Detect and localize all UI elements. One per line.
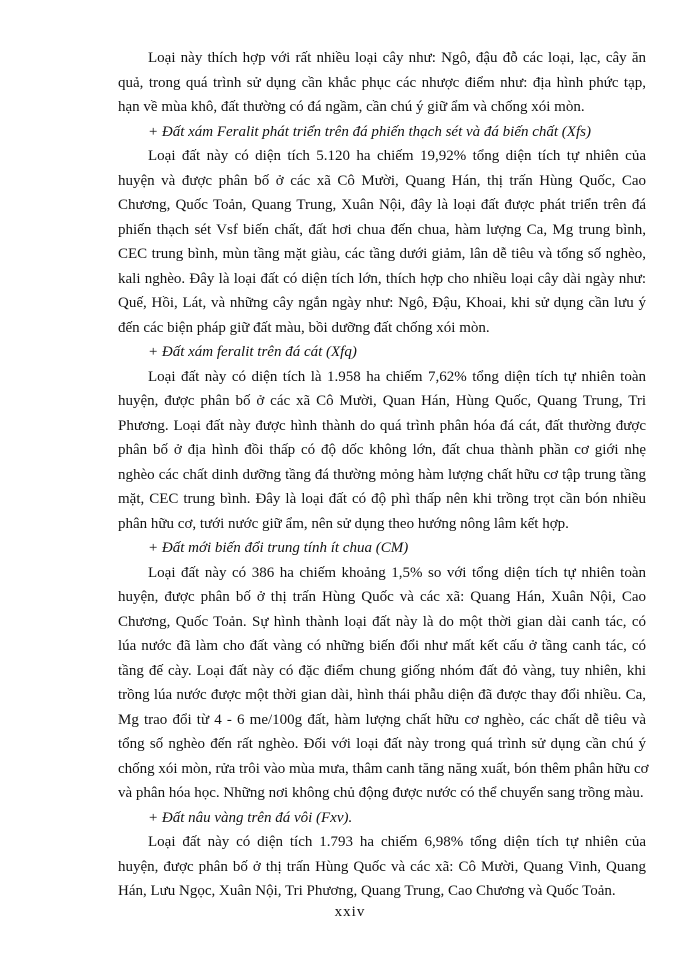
text-line: CEC trung bình, mùn tầng mặt giàu, các tầng dưới giảm, lân dễ tiêu và tổng số nghèo, [118, 246, 646, 262]
text-line: huyện, được phân bố ở các xã Cô Mười, Quan Hán, Hùng Quốc, Quang Trung, Tri [118, 393, 646, 409]
paragraph-4 [118, 561, 649, 806]
text-line: Loại này thích hợp với rất nhiều loại cây như: Ngô, đậu đỗ các loại, lạc, cây ăn [148, 50, 646, 66]
text-line: Chương, Quốc Toản, Quang Trung, Xuân Nội, đây là loại đất được phát triển trên đá [118, 197, 646, 213]
text-line: Chương, Quốc Toản. Sự hình thành loại đất này là do một thời gian dài canh tác, có [118, 613, 646, 630]
section-heading-cm: + Đất mới biến đổi trung tính ít chua (CM) [148, 540, 409, 556]
text-line: Hán, Lưu Ngọc, Xuân Nội, Tri Phương, Quang Trung, Cao Chương và Quốc Toản. [118, 883, 616, 899]
text-line: lúa nước đã làm cho đất vàng có những biến đổi như mất kết cấu ở tầng canh tác, có [118, 638, 646, 654]
text-line: quả, trong quá trình sử dụng cần khắc phục các nhược điểm như: địa hình phức tạp, [118, 74, 646, 91]
text-line: Loại đất này có diện tích 1.793 ha chiếm 6,98% tổng diện tích tự nhiên của [148, 834, 646, 850]
text-line: trồng lúa nước được một thời gian dài, hình thái phẫu diện đã được thay đổi nhiều. Ca, [118, 687, 646, 703]
paragraph-3 [118, 365, 646, 537]
text-line: phân hữu cơ, tưới nước giữ ẩm, nên sử dụng theo hướng nông lâm kết hợp. [118, 515, 569, 532]
text-line: Phương. Loại đất này được hình thành do quá trình phân hóa đá cát, đất thường được [118, 417, 646, 434]
text-line: huyện, được phân bố ở thị trấn Hùng Quốc và các xã: Cô Mười, Quang Vinh, Quang [118, 858, 646, 875]
text-line: hạn về mùa khô, đất thường có đá ngầm, cần chú ý giữ ẩm và chống xói mòn. [118, 99, 585, 115]
text-line: và phân hóa học. Những nơi không chủ động được nước có thể chuyển sang trồng màu. [118, 785, 644, 801]
page-number: xxiv [334, 904, 366, 920]
text-line: phân bố ở địa hình đồi thấp có độ dốc không lớn, đất chua thành phần cơ giới nhẹ [118, 442, 646, 458]
text-line: phiến thạch sét Vsf biến chất, đất hơi chua đến chua, hàm lượng Ca, Mg trung bình, [118, 221, 646, 238]
paragraph-5 [118, 830, 646, 904]
text-line: huyện, được phân bố ở thị trấn Hùng Quốc và các xã: Quang Hán, Xuân Nội, Cao [118, 589, 646, 605]
paragraph-2 [118, 144, 646, 340]
paragraph-1 [118, 46, 646, 120]
text-line: chống xói mòn, rửa trôi vào mùa mưa, thâm canh tăng năng xuất, bón thêm phân hữu cơ [118, 760, 649, 777]
text-line: Loại đất này có diện tích 5.120 ha chiếm 19,92% tổng diện tích tự nhiên của [148, 148, 646, 164]
text-line: tầng đế cày. Loại đất này có đặc điểm chung giống nhóm đất đỏ vàng, tuy nhiên, khi [118, 662, 646, 679]
text-line: Loại đất này có 386 ha chiếm khoảng 1,5% so với tổng diện tích tự nhiên toàn [148, 564, 646, 581]
section-heading-xfq: + Đất xám feralit trên đá cát (Xfq) [148, 344, 357, 360]
document-page [118, 46, 649, 904]
text-line: mặt, CEC trung bình. Đây là loại đất có độ phì thấp nên khi trồng trọt cần bón nhiều [118, 491, 646, 507]
text-line: đến các biện pháp giữ đất màu, bồi dưỡng đất chống xói mòn. [118, 319, 490, 336]
section-heading-fxv: + Đất nâu vàng trên đá vôi (Fxv). [148, 809, 353, 826]
text-line: nghèo các chất dinh dưỡng tầng đá thường mỏng hàm lượng chất hữu cơ tập trung tầng [118, 466, 646, 483]
text-line: Quế, Hồi, Lát, và những cây ngắn ngày như: Ngô, Đậu, Khoai, khi sử dụng cần lưu ý [118, 295, 646, 311]
text-line: Mg trao đổi từ 4 - 6 me/100g đất, hàm lượng chất hữu cơ nghèo, các chất dễ tiêu và [118, 711, 646, 728]
text-line: huyện và được phân bố ở các xã Cô Mười, Quang Hán, thị trấn Hùng Quốc, Cao [118, 172, 646, 189]
text-line: Loại đất này có diện tích là 1.958 ha chiếm 7,62% tổng diện tích tự nhiên toàn [148, 368, 646, 385]
text-line: tổng số nghèo đến rất nghèo. Đối với loại đất này trong quá trình sử dụng cần chú ý [118, 736, 646, 752]
text-line: kali nghèo. Đây là loại đất có diện tích lớn, thích hợp cho nhiều loại cây dài ngày như: [118, 270, 646, 287]
section-heading-xfs: + Đất xám Feralit phát triển trên đá phiến thạch sét và đá biến chất (Xfs) [148, 123, 591, 140]
